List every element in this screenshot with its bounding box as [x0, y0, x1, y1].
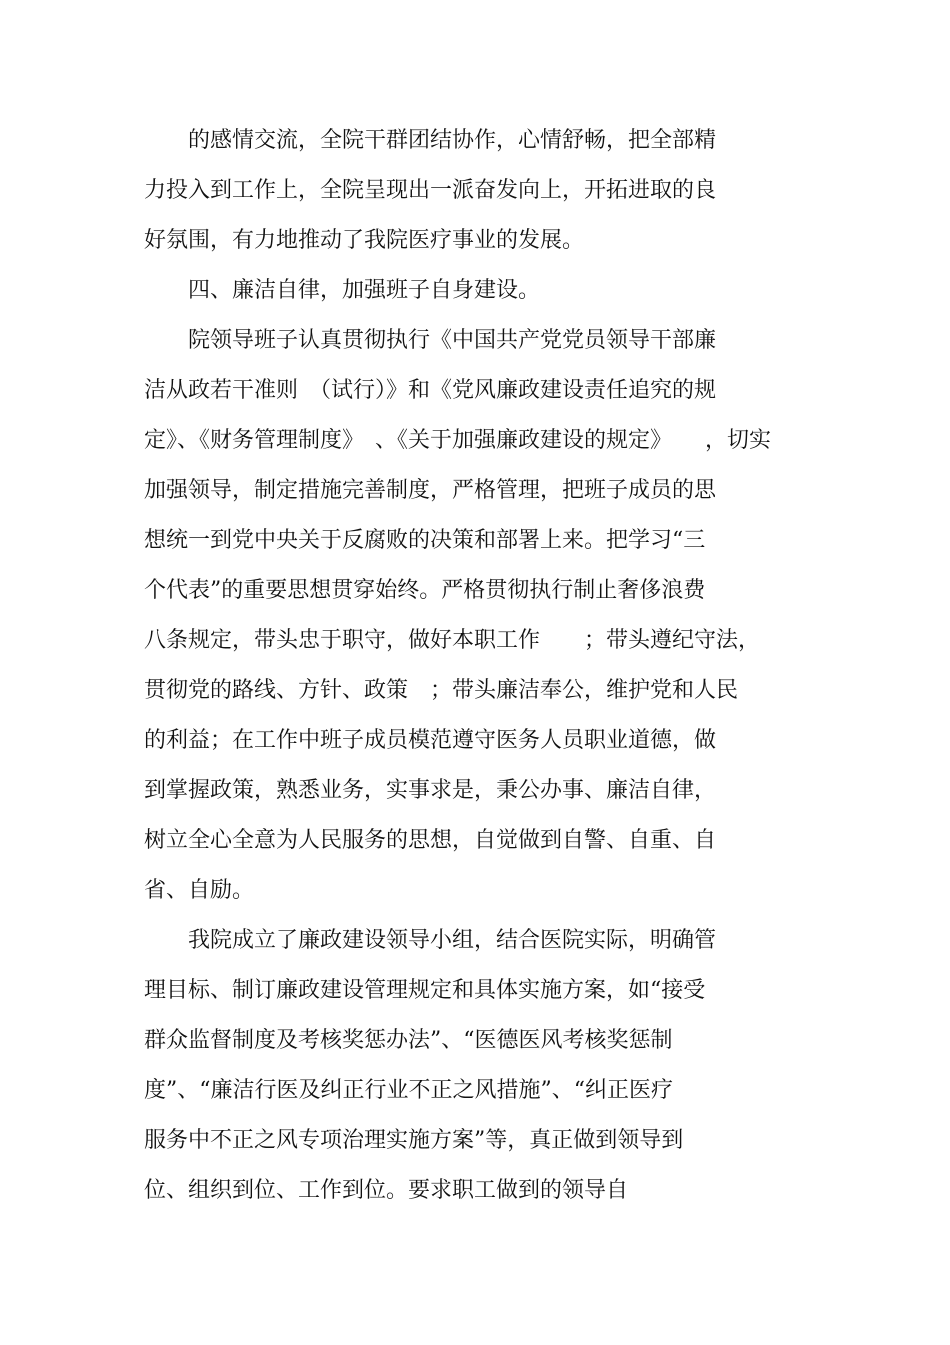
text-line: 院领导班子认真贯彻执行《中国共产党党员领导干部廉 [144, 328, 717, 353]
text-line: 到掌握政策，熟悉业务，实事求是，秉公办事、廉洁自律， [144, 778, 717, 803]
text-line: 加强领导，制定措施完善制度，严格管理，把班子成员的思 [144, 478, 717, 503]
text-line: 定》、《财务管理制度》 、《关于加强廉政建设的规定》 ，切实 [144, 428, 772, 453]
text-line: 个代表”的重要思想贯穿始终。严格贯彻执行制止奢侈浪费 [144, 578, 706, 603]
section-heading: 四、廉洁自律，加强班子自身建设。 [144, 278, 541, 303]
text-line: 的利益；在工作中班子成员模范遵守医务人员职业道德，做 [144, 728, 717, 753]
text-line: 省、自励。 [144, 878, 255, 903]
text-line: 八条规定，带头忠于职守，做好本职工作 ；带头遵纪守法， [144, 628, 761, 653]
text-line: 理目标、制订廉政建设管理规定和具体实施方案，如“接受 [144, 978, 706, 1003]
text-line: 的感情交流，全院干群团结协作，心情舒畅，把全部精 [144, 128, 717, 153]
text-line: 度”、“廉洁行医及纠正行业不正之风措施”、“纠正医疗 [144, 1078, 673, 1103]
text-line: 树立全心全意为人民服务的思想，自觉做到自警、自重、自 [144, 828, 717, 853]
text-line: 群众监督制度及考核奖惩办法”、“医德医风考核奖惩制 [144, 1028, 673, 1053]
text-line: 位、组织到位、工作到位。要求职工做到的领导自 [144, 1178, 629, 1203]
text-line: 力投入到工作上，全院呈现出一派奋发向上，开拓进取的良 [144, 178, 717, 203]
text-line: 洁从政若干准则 （试行）》和《党风廉政建设责任追究的规 [144, 378, 717, 403]
text-line: 好氛围，有力地推动了我院医疗事业的发展。 [144, 228, 585, 253]
text-line: 贯彻党的路线、方针、政策 ；带头廉洁奉公，维护党和人民 [144, 678, 739, 703]
text-line: 想统一到党中央关于反腐败的决策和部署上来。把学习“三 [144, 528, 706, 553]
text-line: 服务中不正之风专项治理实施方案”等，真正做到领导到 [144, 1128, 684, 1153]
text-line: 我院成立了廉政建设领导小组，结合医院实际，明确管 [144, 928, 717, 953]
